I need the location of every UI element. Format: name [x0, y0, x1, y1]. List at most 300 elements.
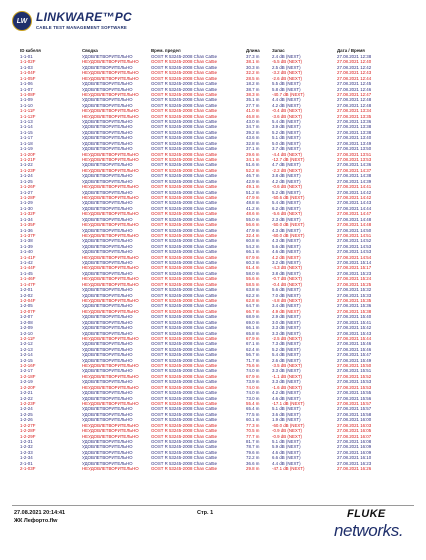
cell-limit: GOST R 53245-2008 Chan Cat5e — [151, 129, 218, 135]
cell-summary: НЕУДОВЛЕТВОРИТЕЛЬНО — [82, 151, 139, 157]
cell-datetime: 27.08.2021 15:56 — [337, 395, 372, 401]
cell-cable-id: 1-2-19 — [20, 379, 33, 385]
cell-datetime: 27.08.2021 15:36 — [337, 303, 372, 309]
cell-cable-id: 1-1-46F — [20, 276, 36, 282]
cell-limit: GOST R 53245-2008 Chan Cat5e — [151, 346, 218, 352]
cell-length: 28.5 m — [246, 75, 260, 81]
cell-datetime: 27.08.2021 12:42 — [337, 64, 372, 70]
cell-summary: УДОВЛЕТВОРИТЕЛЬНО — [82, 270, 133, 276]
cell-datetime: 27.08.2021 14:50 — [337, 227, 372, 233]
cell-summary: УДОВЛЕТВОРИТЕЛЬНО — [82, 346, 133, 352]
cell-cable-id: 1-1-07 — [20, 86, 33, 92]
cell-datetime: 27.08.2021 14:41 — [337, 184, 372, 190]
cell-summary: НЕУДОВЛЕТВОРИТЕЛЬНО — [82, 308, 139, 314]
cell-limit: GOST R 53245-2008 Chan Cat5e — [151, 86, 218, 92]
col-limit: Врем. предел — [151, 48, 181, 53]
cell-limit: GOST R 53245-2008 Chan Cat5e — [151, 124, 218, 130]
cell-limit: GOST R 53245-2008 Chan Cat5e — [151, 433, 218, 439]
cell-margin: 4.2 dB (NEXT) — [272, 390, 301, 396]
cell-summary: УДОВЛЕТВОРИТЕЛЬНО — [82, 330, 133, 336]
cell-summary: УДОВЛЕТВОРИТЕЛЬНО — [82, 368, 133, 374]
cell-length: 60.3 m — [246, 260, 260, 266]
cell-length: 32.2 m — [246, 70, 260, 76]
cell-length: 74.0 m — [246, 368, 260, 374]
cell-length: 69.0 m — [246, 319, 260, 325]
cell-length: 65.8 m — [246, 330, 260, 336]
cell-datetime: 27.08.2021 12:48 — [337, 97, 372, 103]
cell-length: 39.2 m — [246, 129, 260, 135]
cell-length: 18.2 m — [246, 81, 260, 87]
cell-cable-id: 1-2-04F — [20, 297, 36, 303]
networks-logo-text: networks. — [334, 521, 404, 540]
cell-datetime: 27.08.2021 15:53 — [337, 384, 372, 390]
cell-limit: GOST R 53245-2008 Chan Cat5e — [151, 54, 218, 59]
cell-limit: GOST R 53245-2008 Chan Cat5e — [151, 194, 218, 200]
cell-cable-id: 1-2-09 — [20, 325, 33, 331]
cell-datetime: 27.08.2021 12:43 — [337, 70, 372, 76]
cell-limit: GOST R 53245-2008 Chan Cat5e — [151, 216, 218, 222]
cell-datetime: 27.08.2021 15:46 — [337, 341, 372, 347]
cell-cable-id: 1-2-16F — [20, 363, 36, 369]
cell-datetime: 27.08.2021 16:08 — [337, 438, 372, 444]
cell-datetime: 27.08.2021 14:37 — [337, 167, 372, 173]
cell-limit: GOST R 53245-2008 Chan Cat5e — [151, 70, 218, 76]
cell-margin: 5.5 dB (NEXT) — [272, 81, 301, 87]
cell-datetime: 27.08.2021 13:53 — [337, 157, 372, 163]
cell-summary: УДОВЛЕТВОРИТЕЛЬНО — [82, 411, 133, 417]
cell-margin: -2.6 dB (NEXT) — [272, 75, 303, 81]
cell-datetime: 27.08.2021 15:50 — [337, 363, 372, 369]
cell-summary: УДОВЛЕТВОРИТЕЛЬНО — [82, 146, 133, 152]
cell-margin: -0.4 dB (NEXT) — [272, 108, 303, 114]
cell-length: 62.8 m — [246, 297, 260, 303]
cell-length: 77.5 m — [246, 411, 260, 417]
cell-length: 29.8 m — [246, 466, 260, 472]
cell-limit: GOST R 53245-2008 Chan Cat5e — [151, 368, 218, 374]
cell-cable-id: 1-1-23F — [20, 167, 36, 173]
cell-cable-id: 1-2-31 — [20, 438, 33, 444]
cell-limit: GOST R 53245-2008 Chan Cat5e — [151, 276, 218, 282]
cell-length: 68.9 m — [246, 314, 260, 320]
cell-summary: НЕУДОВЛЕТВОРИТЕЛЬНО — [82, 184, 139, 190]
cell-margin: 4.4 dB (NEXT) — [272, 97, 301, 103]
cell-margin: 7.0 dB (NEXT) — [272, 292, 301, 298]
cell-margin: -0.7 dB (NEXT) — [272, 276, 303, 282]
cell-summary: УДОВЛЕТВОРИТЕЛЬНО — [82, 379, 133, 385]
cell-cable-id: 1-2-07 — [20, 314, 33, 320]
cell-summary: НЕУДОВЛЕТВОРИТЕЛЬНО — [82, 113, 139, 119]
cell-summary: НЕУДОВЛЕТВОРИТЕЛЬНО — [82, 211, 139, 217]
cell-cable-id: 1-2-14 — [20, 352, 33, 358]
cell-summary: НЕУДОВЛЕТВОРИТЕЛЬНО — [82, 422, 139, 428]
cell-margin: -0.9 dB (NEXT) — [272, 428, 303, 434]
cell-length: 70.5 m — [246, 428, 260, 434]
cell-summary: УДОВЛЕТВОРИТЕЛЬНО — [82, 173, 133, 179]
cell-margin: -3.5 dB (NEXT) — [272, 363, 303, 369]
cell-cable-id: 1-2-07F — [20, 308, 36, 314]
cell-margin: 4.6 dB (NEXT) — [272, 449, 301, 455]
cell-limit: GOST R 53245-2008 Chan Cat5e — [151, 102, 218, 108]
cell-margin: 5.4 dB (NEXT) — [272, 352, 301, 358]
cell-summary: УДОВЛЕТВОРИТЕЛЬНО — [82, 438, 133, 444]
cell-margin: 4.2 dB (NEXT) — [272, 178, 301, 184]
cell-limit: GOST R 53245-2008 Chan Cat5e — [151, 238, 218, 244]
cell-margin: 3.2 dB (NEXT) — [272, 260, 301, 266]
cell-margin: 4.2 dB (NEXT) — [272, 102, 301, 108]
cell-length: 55.0 m — [246, 216, 260, 222]
cell-limit: GOST R 53245-2008 Chan Cat5e — [151, 189, 218, 195]
cell-summary: УДОВЛЕТВОРИТЕЛЬНО — [82, 287, 133, 293]
cell-summary: НЕУДОВЛЕТВОРИТЕЛЬНО — [82, 265, 139, 271]
cell-datetime: 27.08.2021 15:58 — [337, 411, 372, 417]
cell-length: 55.6 m — [246, 276, 260, 282]
cell-margin: 5.2 dB (NEXT) — [272, 189, 301, 195]
cell-summary: УДОВЛЕТВОРИТЕЛЬНО — [82, 200, 133, 206]
col-summary: Сводка — [82, 48, 98, 53]
cell-margin: 5.4 dB (NEXT) — [272, 119, 301, 125]
table-row — [20, 466, 402, 471]
cell-datetime: 27.08.2021 12:38 — [337, 54, 372, 59]
cell-datetime: 27.08.2021 16:26 — [337, 466, 372, 472]
cell-datetime: 27.08.2021 14:36 — [337, 162, 372, 168]
cell-datetime: 27.08.2021 15:42 — [337, 325, 372, 331]
cell-limit: GOST R 53245-2008 Chan Cat5e — [151, 444, 218, 450]
cell-length: 66.7 m — [246, 308, 260, 314]
cell-limit: GOST R 53245-2008 Chan Cat5e — [151, 151, 218, 157]
cell-cable-id: 1-2-25 — [20, 411, 33, 417]
cell-limit: GOST R 53245-2008 Chan Cat5e — [151, 243, 218, 249]
cell-datetime: 27.08.2021 13:38 — [337, 124, 372, 130]
cell-datetime: 27.08.2021 15:25 — [337, 281, 372, 287]
cell-summary: УДОВЛЕТВОРИТЕЛЬНО — [82, 64, 133, 70]
cell-length: 63.8 m — [246, 287, 260, 293]
cell-limit: GOST R 53245-2008 Chan Cat5e — [151, 270, 218, 276]
cell-summary: НЕУДОВЛЕТВОРИТЕЛЬНО — [82, 254, 139, 260]
cell-limit: GOST R 53245-2008 Chan Cat5e — [151, 325, 218, 331]
cell-margin: 5.2 dB (NEXT) — [272, 129, 301, 135]
cell-datetime: 27.08.2021 14:38 — [337, 173, 372, 179]
cell-length: 46.7 m — [246, 173, 260, 179]
cell-cable-id: 1-2-08 — [20, 319, 33, 325]
cell-summary: НЕУДОВЛЕТВОРИТЕЛЬНО — [82, 75, 139, 81]
cell-cable-id: 1-1-03 — [20, 64, 33, 70]
cell-length: 55.4 m — [246, 401, 260, 406]
cell-summary: УДОВЛЕТВОРИТЕЛЬНО — [82, 54, 133, 59]
cell-cable-id: 1-2-23F — [20, 401, 36, 406]
cell-cable-id: 1-1-08F — [20, 91, 36, 97]
cell-datetime: 27.08.2021 14:53 — [337, 243, 372, 249]
col-length: Длина — [246, 48, 260, 53]
cell-cable-id: 1-2-34 — [20, 455, 33, 461]
cell-limit: GOST R 53245-2008 Chan Cat5e — [151, 59, 218, 65]
cell-length: 37.3 m — [246, 54, 260, 59]
cell-limit: GOST R 53245-2008 Chan Cat5e — [151, 373, 218, 379]
cell-limit: GOST R 53245-2008 Chan Cat5e — [151, 254, 218, 260]
cell-summary: УДОВЛЕТВОРИТЕЛЬНО — [82, 390, 133, 396]
cell-cable-id: 1-2-11F — [20, 335, 36, 341]
cell-limit: GOST R 53245-2008 Chan Cat5e — [151, 146, 218, 152]
cell-length: 51.6 m — [246, 162, 260, 168]
cell-summary: НЕУДОВЛЕТВОРИТЕЛЬНО — [82, 232, 139, 238]
cell-datetime: 27.08.2021 14:42 — [337, 194, 372, 200]
cell-limit: GOST R 53245-2008 Chan Cat5e — [151, 222, 218, 228]
cell-summary: НЕУДОВЛЕТВОРИТЕЛЬНО — [82, 157, 139, 163]
cell-datetime: 27.08.2021 14:53 — [337, 249, 372, 255]
cell-margin: -3.6 dB (NEXT) — [272, 113, 303, 119]
cell-limit: GOST R 53245-2008 Chan Cat5e — [151, 75, 218, 81]
cell-summary: НЕУДОВЛЕТВОРИТЕЛЬНО — [82, 167, 139, 173]
cell-margin: -3.2 dB (NEXT) — [272, 70, 303, 76]
cell-datetime: 27.08.2021 16:23 — [337, 460, 372, 466]
cell-cable-id: 1-2-13 — [20, 346, 33, 352]
cell-datetime: 27.08.2021 14:44 — [337, 205, 372, 211]
cell-margin: -4.3 dB (NEXT) — [272, 265, 303, 271]
cell-cable-id: 2-1-03F — [20, 466, 36, 472]
cell-limit: GOST R 53245-2008 Chan Cat5e — [151, 211, 218, 217]
cell-summary: УДОВЛЕТВОРИТЕЛЬНО — [82, 325, 133, 331]
cell-margin: 5.1 dB (NEXT) — [272, 406, 301, 412]
cell-datetime: 27.08.2021 14:43 — [337, 200, 372, 206]
cell-length: 48.8 m — [246, 200, 260, 206]
cell-margin: 2.4 dB (NEXT) — [272, 54, 301, 59]
cell-cable-id: 1-2-21 — [20, 390, 33, 396]
cell-datetime: 27.08.2021 15:53 — [337, 379, 372, 385]
cell-length: 42.9 m — [246, 178, 260, 184]
cell-margin: -2.5 dB (NEXT) — [272, 335, 303, 341]
cell-cable-id: 1-2-17 — [20, 368, 33, 374]
cell-margin: 3.3 dB (NEXT) — [272, 325, 301, 331]
cell-summary: УДОВЛЕТВОРИТЕЛЬНО — [82, 460, 133, 466]
cell-limit: GOST R 53245-2008 Chan Cat5e — [151, 384, 218, 390]
cell-length: 64.7 m — [246, 303, 260, 309]
cell-limit: GOST R 53245-2008 Chan Cat5e — [151, 108, 218, 114]
cell-datetime: 27.08.2021 14:54 — [337, 254, 372, 260]
cell-datetime: 27.08.2021 15:32 — [337, 287, 372, 293]
cell-summary: УДОВЛЕТВОРИТЕЛЬНО — [82, 124, 133, 130]
cell-cable-id: 1-1-29 — [20, 200, 33, 206]
cell-datetime: 27.08.2021 16:07 — [337, 433, 372, 439]
cell-length: 38.1 m — [246, 59, 260, 65]
cell-cable-id: 1-2-10 — [20, 330, 33, 336]
cell-length: 77.3 m — [246, 422, 260, 428]
cell-cable-id: 1-1-41F — [20, 254, 36, 260]
cell-length: 46.8 m — [246, 113, 260, 119]
cell-summary: УДОВЛЕТВОРИТЕЛЬНО — [82, 352, 133, 358]
col-datetime: Дата / Время — [337, 48, 365, 53]
cell-margin: 4.7 dB (NEXT) — [272, 162, 301, 168]
cell-margin: 4.3 dB (NEXT) — [272, 227, 301, 233]
cell-margin: 5.1 dB (NEXT) — [272, 438, 301, 444]
cell-limit: GOST R 53245-2008 Chan Cat5e — [151, 352, 218, 358]
cell-summary: НЕУДОВЛЕТВОРИТЕЛЬНО — [82, 59, 139, 65]
cell-cable-id: 1-2-02 — [20, 292, 33, 298]
cell-length: 48.6 m — [246, 211, 260, 217]
cell-limit: GOST R 53245-2008 Chan Cat5e — [151, 357, 218, 363]
cell-cable-id: 1-2-26 — [20, 417, 33, 423]
cell-cable-id: 1-1-20F — [20, 151, 36, 157]
cell-cable-id: 1-2-32 — [20, 444, 33, 450]
cell-cable-id: 1-1-22 — [20, 162, 33, 168]
cell-datetime: 27.08.2021 14:48 — [337, 216, 372, 222]
cell-summary: НЕУДОВЛЕТВОРИТЕЛЬНО — [82, 428, 139, 434]
cell-datetime: 27.08.2021 12:46 — [337, 86, 372, 92]
cell-limit: GOST R 53245-2008 Chan Cat5e — [151, 184, 218, 190]
cell-summary: УДОВЛЕТВОРИТЕЛЬНО — [82, 455, 133, 461]
footer-divider — [12, 505, 414, 506]
cell-datetime: 27.08.2021 15:46 — [337, 346, 372, 352]
cell-length: 67.9 m — [246, 373, 260, 379]
cell-cable-id: 1-1-18 — [20, 140, 33, 146]
cell-cable-id: 1-1-04F — [20, 70, 36, 76]
cell-margin: 3.3 dB (NEXT) — [272, 330, 301, 336]
cell-cable-id: 1-1-14 — [20, 124, 33, 130]
cell-length: 62.4 m — [246, 346, 260, 352]
cell-limit: GOST R 53245-2008 Chan Cat5e — [151, 249, 218, 255]
cell-margin: 5.6 dB (NEXT) — [272, 243, 301, 249]
cell-limit: GOST R 53245-2008 Chan Cat5e — [151, 162, 218, 168]
cell-summary: НЕУДОВЛЕТВОРИТЕЛЬНО — [82, 466, 139, 472]
cell-cable-id: 1-1-45 — [20, 270, 33, 276]
cell-datetime: 27.08.2021 15:23 — [337, 270, 372, 276]
cell-margin: 3.3 dB (NEXT) — [272, 379, 301, 385]
cell-summary: НЕУДОВЛЕТВОРИТЕЛЬНО — [82, 335, 139, 341]
cell-datetime: 27.08.2021 16:03 — [337, 422, 372, 428]
cell-length: 32.8 m — [246, 140, 260, 146]
linkware-logo-icon: LW — [12, 11, 32, 31]
cell-cable-id: 1-1-30 — [20, 205, 33, 211]
cell-summary: НЕУДОВЛЕТВОРИТЕЛЬНО — [82, 108, 139, 114]
cell-margin: 4.2 dB (NEXT) — [272, 254, 301, 260]
cell-margin: -50.6 dB (NEXT) — [272, 194, 305, 200]
cell-limit: GOST R 53245-2008 Chan Cat5e — [151, 135, 218, 141]
cell-margin: 5.9 dB (NEXT) — [272, 444, 301, 450]
cell-length: 54.2 m — [246, 243, 260, 249]
cell-length: 30.3 m — [246, 64, 260, 70]
cell-datetime: 27.08.2021 14:39 — [337, 178, 372, 184]
cell-cable-id: 2-1-01 — [20, 460, 33, 466]
cell-length: 43.0 m — [246, 119, 260, 125]
cell-length: 66.1 m — [246, 325, 260, 331]
cell-limit: GOST R 53245-2008 Chan Cat5e — [151, 422, 218, 428]
cell-limit: GOST R 53245-2008 Chan Cat5e — [151, 395, 218, 401]
cell-margin: 5.1 dB (NEXT) — [272, 135, 301, 141]
cell-summary: УДОВЛЕТВОРИТЕЛЬНО — [82, 449, 133, 455]
cell-cable-id: 1-1-37F — [20, 232, 36, 238]
cell-summary: УДОВЛЕТВОРИТЕЛЬНО — [82, 341, 133, 347]
cell-summary: НЕУДОВЛЕТВОРИТЕЛЬНО — [82, 194, 139, 200]
cell-cable-id: 1-1-32F — [20, 211, 36, 217]
cell-cable-id: 1-1-42 — [20, 260, 33, 266]
fluke-networks-logo — [334, 508, 420, 548]
cell-length: 41.0 m — [246, 108, 260, 114]
cell-summary: УДОВЛЕТВОРИТЕЛЬНО — [82, 357, 133, 363]
cell-length: 60.8 m — [246, 238, 260, 244]
app-subtitle: CABLE TEST MANAGEMENT SOFTWARE — [36, 25, 127, 30]
cell-margin: -60.0 dB (NEXT) — [272, 422, 305, 428]
results-table — [20, 48, 402, 471]
cell-datetime: 27.08.2021 12:47 — [337, 91, 372, 97]
cell-summary: УДОВЛЕТВОРИТЕЛЬНО — [82, 243, 133, 249]
cell-length: 73.0 m — [246, 395, 260, 401]
table-body — [20, 54, 402, 471]
cell-length: 29.6 m — [246, 151, 260, 157]
cell-summary: УДОВЛЕТВОРИТЕЛЬНО — [82, 249, 133, 255]
cell-margin: 2.9 dB (NEXT) — [272, 314, 301, 320]
cell-limit: GOST R 53245-2008 Chan Cat5e — [151, 173, 218, 179]
cell-limit: GOST R 53245-2008 Chan Cat5e — [151, 379, 218, 385]
cell-cable-id: 1-1-39 — [20, 243, 33, 249]
cell-length: 67.1 m — [246, 341, 260, 347]
cell-datetime: 27.08.2021 16:09 — [337, 444, 372, 450]
cell-cable-id: 1-1-25 — [20, 178, 33, 184]
cell-margin: -47.1 dB (NEXT) — [272, 466, 305, 472]
cell-cable-id: 1-2-05 — [20, 303, 33, 309]
cell-cable-id: 1-1-34 — [20, 216, 33, 222]
cell-summary: УДОВЛЕТВОРИТЕЛЬНО — [82, 303, 133, 309]
cell-cable-id: 1-1-15 — [20, 129, 33, 135]
cell-datetime: 27.08.2021 13:35 — [337, 113, 372, 119]
cell-margin: 4.4 dB (NEXT) — [272, 460, 301, 466]
cell-margin: 4.6 dB (NEXT) — [272, 249, 301, 255]
cell-summary: НЕУДОВЛЕТВОРИТЕЛЬНО — [82, 281, 139, 287]
cell-limit: GOST R 53245-2008 Chan Cat5e — [151, 113, 218, 119]
cell-summary: НЕУДОВЛЕТВОРИТЕЛЬНО — [82, 373, 139, 379]
cell-datetime: 27.08.2021 15:33 — [337, 292, 372, 298]
cell-margin: -0.6 dB (NEXT) — [272, 184, 303, 190]
cell-cable-id: 1-2-29F — [20, 433, 36, 439]
cell-length: 47.9 m — [246, 194, 260, 200]
cell-length: 65.4 m — [246, 406, 260, 412]
cell-margin: 5.4 dB (NEXT) — [272, 200, 301, 206]
cell-cable-id: 1-1-13 — [20, 119, 33, 125]
cell-length: 38.7 m — [246, 86, 260, 92]
cell-margin: 2.3 dB (NEXT) — [272, 216, 301, 222]
report-header — [12, 10, 212, 34]
cell-cable-id: 1-1-09 — [20, 97, 33, 103]
cell-cable-id: 1-1-38 — [20, 238, 33, 244]
cell-cable-id: 1-2-12 — [20, 341, 33, 347]
cell-summary: УДОВЛЕТВОРИТЕЛЬНО — [82, 417, 133, 423]
cell-length: 74.0 m — [246, 384, 260, 390]
cell-limit: GOST R 53245-2008 Chan Cat5e — [151, 308, 218, 314]
cell-margin: 3.8 dB (NEXT) — [272, 173, 301, 179]
cell-limit: GOST R 53245-2008 Chan Cat5e — [151, 205, 218, 211]
cell-datetime: 27.08.2021 15:57 — [337, 401, 372, 406]
cell-summary: УДОВЛЕТВОРИТЕЛЬНО — [82, 140, 133, 146]
cell-summary: НЕУДОВЛЕТВОРИТЕЛЬНО — [82, 276, 139, 282]
cell-summary: НЕУДОВЛЕТВОРИТЕЛЬНО — [82, 401, 139, 406]
cell-limit: GOST R 53245-2008 Chan Cat5e — [151, 303, 218, 309]
cell-summary: НЕУДОВЛЕТВОРИТЕЛЬНО — [82, 363, 139, 369]
cell-margin: -1.1 dB (NEXT) — [272, 373, 303, 379]
cell-limit: GOST R 53245-2008 Chan Cat5e — [151, 157, 218, 163]
cell-summary: УДОВЛЕТВОРИТЕЛЬНО — [82, 162, 133, 168]
cell-length: 41.2 m — [246, 205, 260, 211]
cell-length: 72.2 m — [246, 455, 260, 461]
cell-cable-id: 1-1-06 — [20, 81, 33, 87]
cell-datetime: 27.08.2021 15:51 — [337, 368, 372, 374]
cell-cable-id: 1-1-01 — [20, 54, 33, 59]
cell-summary: УДОВЛЕТВОРИТЕЛЬНО — [82, 189, 133, 195]
cell-summary: УДОВЛЕТВОРИТЕЛЬНО — [82, 135, 133, 141]
cell-cable-id: 1-1-11F — [20, 108, 36, 114]
cell-margin: 3.0 dB (NEXT) — [272, 319, 301, 325]
cell-margin: 3.7 dB (NEXT) — [272, 146, 301, 152]
cell-length: 51.2 m — [246, 189, 260, 195]
cell-summary: УДОВЛЕТВОРИТЕЛЬНО — [82, 395, 133, 401]
cell-margin: 4.3 dB (NEXT) — [272, 238, 301, 244]
cell-summary: УДОВЛЕТВОРИТЕЛЬНО — [82, 444, 133, 450]
